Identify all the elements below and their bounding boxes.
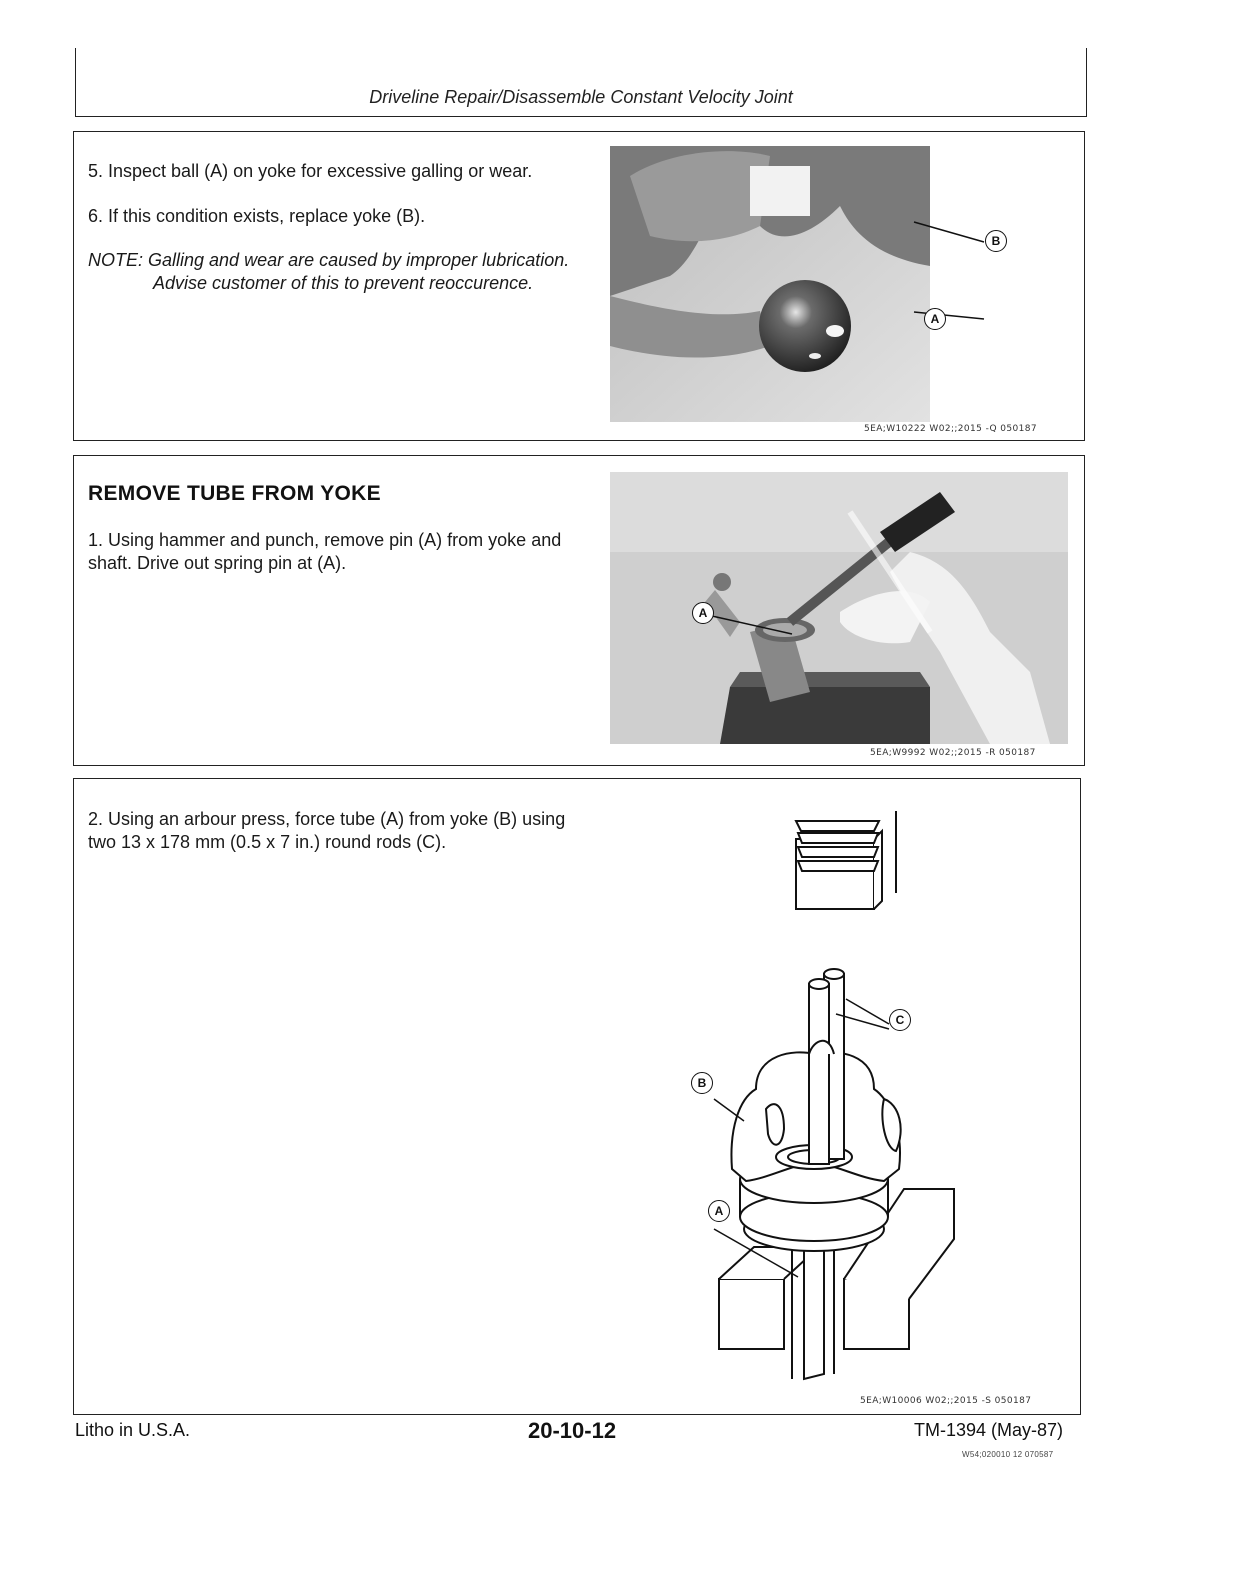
note (88, 249, 569, 295)
step-1-line-2: shaft. Drive out spring pin at (A). (88, 553, 347, 573)
callout-a: A (692, 602, 714, 624)
step-1-line-1: 1. Using hammer and punch, remove pin (A) from yoke and (88, 530, 562, 550)
page-number: 20-10-12 (528, 1418, 617, 1443)
callout-c: C (889, 1009, 911, 1031)
step-6: 6. If this condition exists, replace yoke (B). (88, 206, 426, 226)
callout-b: B (691, 1072, 713, 1094)
image-code: 5EA;W10006 W02;;2015 -S 050187 (860, 1396, 1032, 1406)
footer-code: W54;020010 12 070587 (962, 1450, 1054, 1459)
photo-hammer-punch (610, 472, 1068, 744)
note-line-2: Advise customer of this to prevent reoccurence. (153, 273, 534, 293)
image-code: 5EA;W10222 W02;;2015 -Q 050187 (864, 424, 1038, 434)
callout-line-a (704, 604, 804, 644)
callout-a: A (924, 308, 946, 330)
footer-right: TM-1394 (May-87) (914, 1420, 1064, 1440)
note-line-1: NOTE: Galling and wear are caused by improper lubrication. (88, 250, 570, 270)
step-2-line-2: two 13 x 178 mm (0.5 x 7 in.) round rods (C). (88, 832, 447, 852)
running-head: Driveline Repair/Disassemble Constant Velocity Joint (369, 87, 793, 107)
callout-a: A (708, 1200, 730, 1222)
section-heading: REMOVE TUBE FROM YOKE (88, 482, 381, 505)
step-2 (88, 808, 565, 854)
step-1 (88, 529, 561, 575)
section-arbour-press (73, 778, 1081, 1415)
step-5: 5. Inspect ball (A) on yoke for excessive galling or wear. (88, 161, 533, 181)
press-diagram (674, 799, 974, 1389)
header-frame (75, 48, 1087, 117)
step-2-line-1: 2. Using an arbour press, force tube (A) from yoke (B) using (88, 809, 566, 829)
section-inspect-ball (73, 131, 1085, 441)
image-code: 5EA;W9992 W02;;2015 -R 050187 (870, 748, 1036, 758)
callout-b: B (985, 230, 1007, 252)
photo-yoke-ball (610, 146, 930, 422)
callout-lines (904, 202, 1014, 332)
footer-left: Litho in U.S.A. (75, 1420, 191, 1440)
section-remove-tube (73, 455, 1085, 766)
